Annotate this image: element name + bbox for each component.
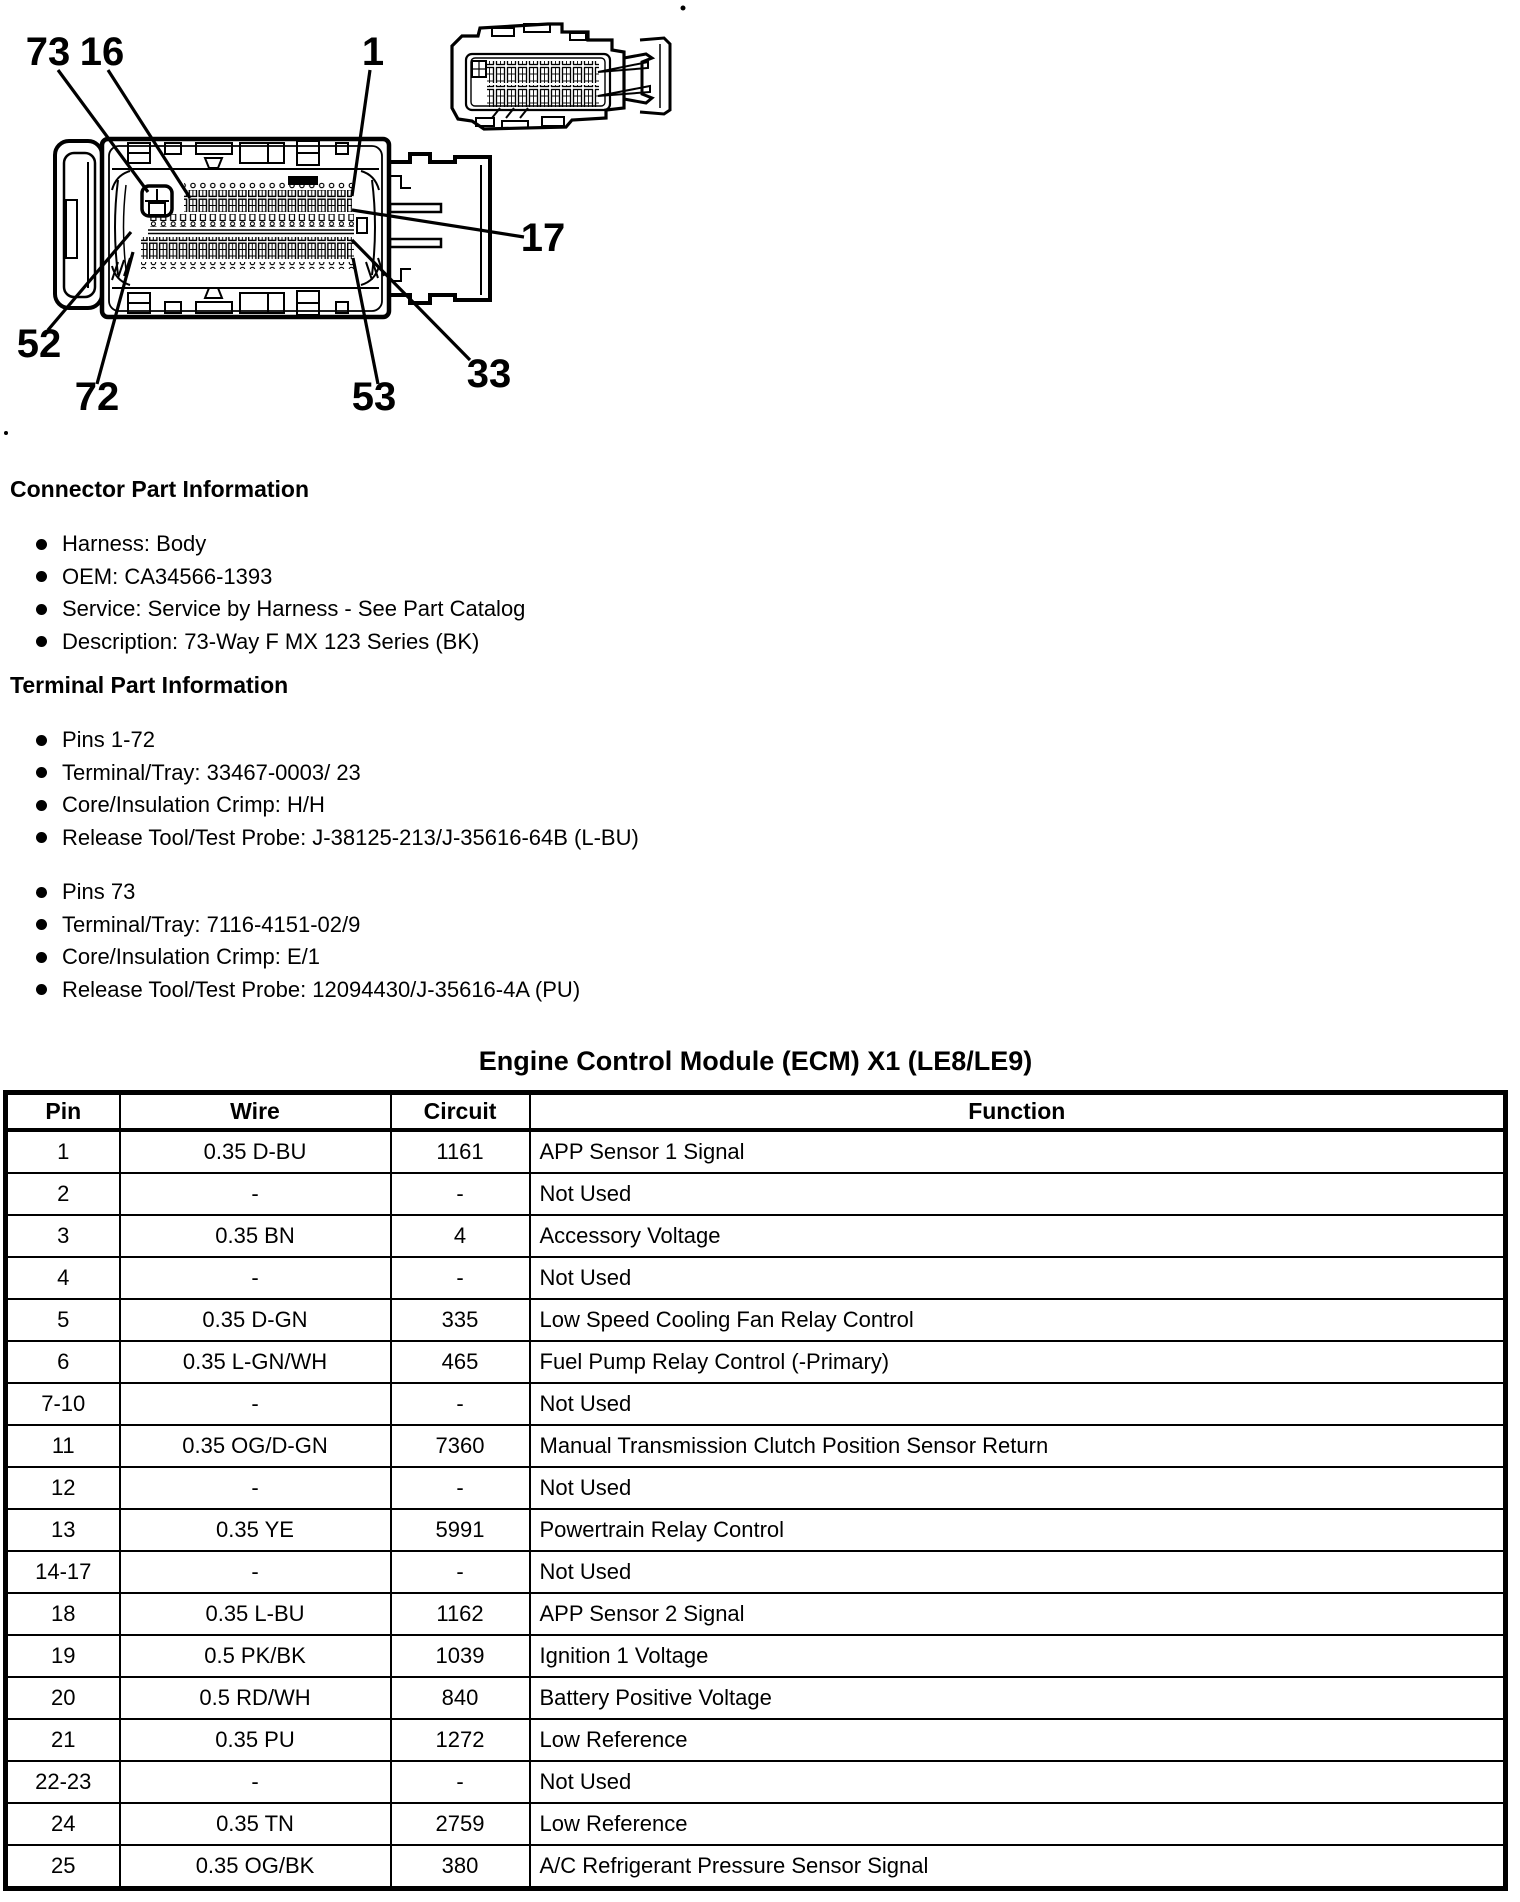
- list-item: Core/Insulation Crimp: H/H: [10, 789, 1500, 822]
- circuit-cell: 335: [391, 1299, 530, 1341]
- wire-column-header: Wire: [120, 1093, 391, 1131]
- connector-housing: [102, 139, 389, 317]
- circuit-cell: -: [391, 1173, 530, 1215]
- list-item: Core/Insulation Crimp: E/1: [10, 941, 1500, 974]
- list-item: Harness: Body: [10, 528, 1500, 561]
- circuit-cell: 4: [391, 1215, 530, 1257]
- table-row: [6, 1257, 1506, 1299]
- callout-line-17: [352, 210, 524, 237]
- wire-cell: -: [120, 1761, 391, 1803]
- pin-cell: 7-10: [6, 1383, 120, 1425]
- pin-cell: 22-23: [6, 1761, 120, 1803]
- terminal-part-info-list-pins-1-72: [10, 724, 1500, 854]
- wire-cell: 0.5 RD/WH: [120, 1677, 391, 1719]
- connector-left-cap: [55, 141, 102, 308]
- table-title: Engine Control Module (ECM) X1 (LE8/LE9): [478, 1046, 1033, 1076]
- list-item: Terminal/Tray: 7116-4151-02/9: [10, 909, 1500, 942]
- wire-cell: 0.35 L-GN/WH: [120, 1341, 391, 1383]
- table-row: [6, 1130, 1506, 1173]
- circuit-cell: 1162: [391, 1593, 530, 1635]
- circuit-cell: 840: [391, 1677, 530, 1719]
- terminal-part-info-heading: Terminal Part Information: [10, 672, 289, 698]
- table-row: [6, 1425, 1506, 1467]
- callout-72: 72: [74, 375, 120, 419]
- function-cell: APP Sensor 1 Signal: [530, 1130, 1506, 1173]
- wire-cell: 0.35 TN: [120, 1803, 391, 1845]
- pin-cell: 24: [6, 1803, 120, 1845]
- wire-cell: -: [120, 1551, 391, 1593]
- circuit-cell: 1272: [391, 1719, 530, 1761]
- circuit-cell: -: [391, 1257, 530, 1299]
- connector-part-info-heading: Connector Part Information: [10, 476, 310, 502]
- pin-cell: 1: [6, 1130, 120, 1173]
- table-row: [6, 1761, 1506, 1803]
- pin-column-header: Pin: [6, 1093, 120, 1131]
- circuit-cell: -: [391, 1761, 530, 1803]
- list-item: Release Tool/Test Probe: 12094430/J-35616-4A (PU): [10, 974, 1500, 1007]
- speck: [4, 431, 8, 435]
- pin-cell: 11: [6, 1425, 120, 1467]
- connector-diagram: [0, 0, 1520, 465]
- wire-cell: 0.35 YE: [120, 1509, 391, 1551]
- callout-16: 16: [79, 30, 125, 74]
- pin-cell: 12: [6, 1467, 120, 1509]
- wire-cell: -: [120, 1383, 391, 1425]
- function-cell: Ignition 1 Voltage: [530, 1635, 1506, 1677]
- circuit-cell: -: [391, 1467, 530, 1509]
- table-row: [6, 1299, 1506, 1341]
- pin-cell: 14-17: [6, 1551, 120, 1593]
- callout-1: 1: [361, 30, 385, 74]
- circuit-cell: 380: [391, 1845, 530, 1889]
- list-item: Pins 73: [10, 876, 1500, 909]
- wire-cell: 0.35 BN: [120, 1215, 391, 1257]
- table-row: [6, 1719, 1506, 1761]
- function-cell: Powertrain Relay Control: [530, 1509, 1506, 1551]
- table-header-row: [6, 1093, 1506, 1131]
- callout-33: 33: [466, 352, 512, 396]
- callout-53: 53: [351, 375, 397, 419]
- circuit-cell: 7360: [391, 1425, 530, 1467]
- table-row: [6, 1509, 1506, 1551]
- table-row: [6, 1845, 1506, 1889]
- wire-cell: 0.35 L-BU: [120, 1593, 391, 1635]
- pin-cell: 6: [6, 1341, 120, 1383]
- function-cell: Accessory Voltage: [530, 1215, 1506, 1257]
- terminal-field: [141, 182, 367, 269]
- wire-cell: -: [120, 1257, 391, 1299]
- connector-part-info-list: [10, 528, 1500, 658]
- pin-cell: 2: [6, 1173, 120, 1215]
- list-item: Terminal/Tray: 33467-0003/ 23: [10, 757, 1500, 790]
- list-item: Pins 1-72: [10, 724, 1500, 757]
- callout-52: 52: [16, 322, 62, 366]
- pin-cell: 4: [6, 1257, 120, 1299]
- circuit-cell: 1161: [391, 1130, 530, 1173]
- function-cell: Battery Positive Voltage: [530, 1677, 1506, 1719]
- function-cell: APP Sensor 2 Signal: [530, 1593, 1506, 1635]
- table-row: [6, 1635, 1506, 1677]
- circuit-cell: -: [391, 1383, 530, 1425]
- terminal-part-info-list-pins-73: [10, 876, 1500, 1006]
- list-item: Service: Service by Harness - See Part Catalog: [10, 593, 1500, 626]
- function-cell: Low Reference: [530, 1719, 1506, 1761]
- table-row: [6, 1383, 1506, 1425]
- speck: [681, 6, 686, 11]
- circuit-cell: 465: [391, 1341, 530, 1383]
- table-row: [6, 1677, 1506, 1719]
- table-row: [6, 1803, 1506, 1845]
- wire-cell: 0.35 OG/BK: [120, 1845, 391, 1889]
- circuit-cell: 1039: [391, 1635, 530, 1677]
- function-cell: Not Used: [530, 1467, 1506, 1509]
- circuit-column-header: Circuit: [391, 1093, 530, 1131]
- function-cell: Not Used: [530, 1551, 1506, 1593]
- list-item: Release Tool/Test Probe: J-38125-213/J-35616-64B (L-BU): [10, 822, 1500, 855]
- function-cell: A/C Refrigerant Pressure Sensor Signal: [530, 1845, 1506, 1889]
- table-row: [6, 1467, 1506, 1509]
- table-row: [6, 1215, 1506, 1257]
- pin-cell: 13: [6, 1509, 120, 1551]
- table-row: [6, 1593, 1506, 1635]
- callout-line-16: [108, 70, 190, 198]
- function-cell: Low Speed Cooling Fan Relay Control: [530, 1299, 1506, 1341]
- callout-line-1: [352, 70, 370, 196]
- callout-73: 73: [25, 30, 71, 74]
- pinout-table-body: [6, 1130, 1506, 1889]
- wire-cell: -: [120, 1173, 391, 1215]
- function-column-header: Function: [530, 1093, 1506, 1131]
- table-row: [6, 1551, 1506, 1593]
- function-cell: Not Used: [530, 1173, 1506, 1215]
- wire-cell: 0.35 OG/D-GN: [120, 1425, 391, 1467]
- wire-cell: -: [120, 1467, 391, 1509]
- function-cell: Not Used: [530, 1761, 1506, 1803]
- list-item: Description: 73-Way F MX 123 Series (BK): [10, 626, 1500, 659]
- table-row: [6, 1341, 1506, 1383]
- circuit-cell: -: [391, 1551, 530, 1593]
- pin-cell: 21: [6, 1719, 120, 1761]
- pin-cell: 5: [6, 1299, 120, 1341]
- wire-cell: 0.35 D-GN: [120, 1299, 391, 1341]
- connector-3d-view: [452, 6, 686, 130]
- pin-cell: 20: [6, 1677, 120, 1719]
- pinout-table: [3, 1090, 1508, 1891]
- pin-cell: 25: [6, 1845, 120, 1889]
- wire-cell: 0.5 PK/BK: [120, 1635, 391, 1677]
- circuit-cell: 5991: [391, 1509, 530, 1551]
- wire-cell: 0.35 D-BU: [120, 1130, 391, 1173]
- part-information: [10, 476, 1500, 1006]
- function-cell: Fuel Pump Relay Control (-Primary): [530, 1341, 1506, 1383]
- list-item: OEM: CA34566-1393: [10, 561, 1500, 594]
- callout-17: 17: [520, 216, 566, 260]
- circuit-cell: 2759: [391, 1803, 530, 1845]
- pin-cell: 18: [6, 1593, 120, 1635]
- pin-cell: 3: [6, 1215, 120, 1257]
- function-cell: Manual Transmission Clutch Position Sensor Return: [530, 1425, 1506, 1467]
- wire-cell: 0.35 PU: [120, 1719, 391, 1761]
- pin-cell: 19: [6, 1635, 120, 1677]
- function-cell: Not Used: [530, 1257, 1506, 1299]
- function-cell: Not Used: [530, 1383, 1506, 1425]
- function-cell: Low Reference: [530, 1803, 1506, 1845]
- table-row: [6, 1173, 1506, 1215]
